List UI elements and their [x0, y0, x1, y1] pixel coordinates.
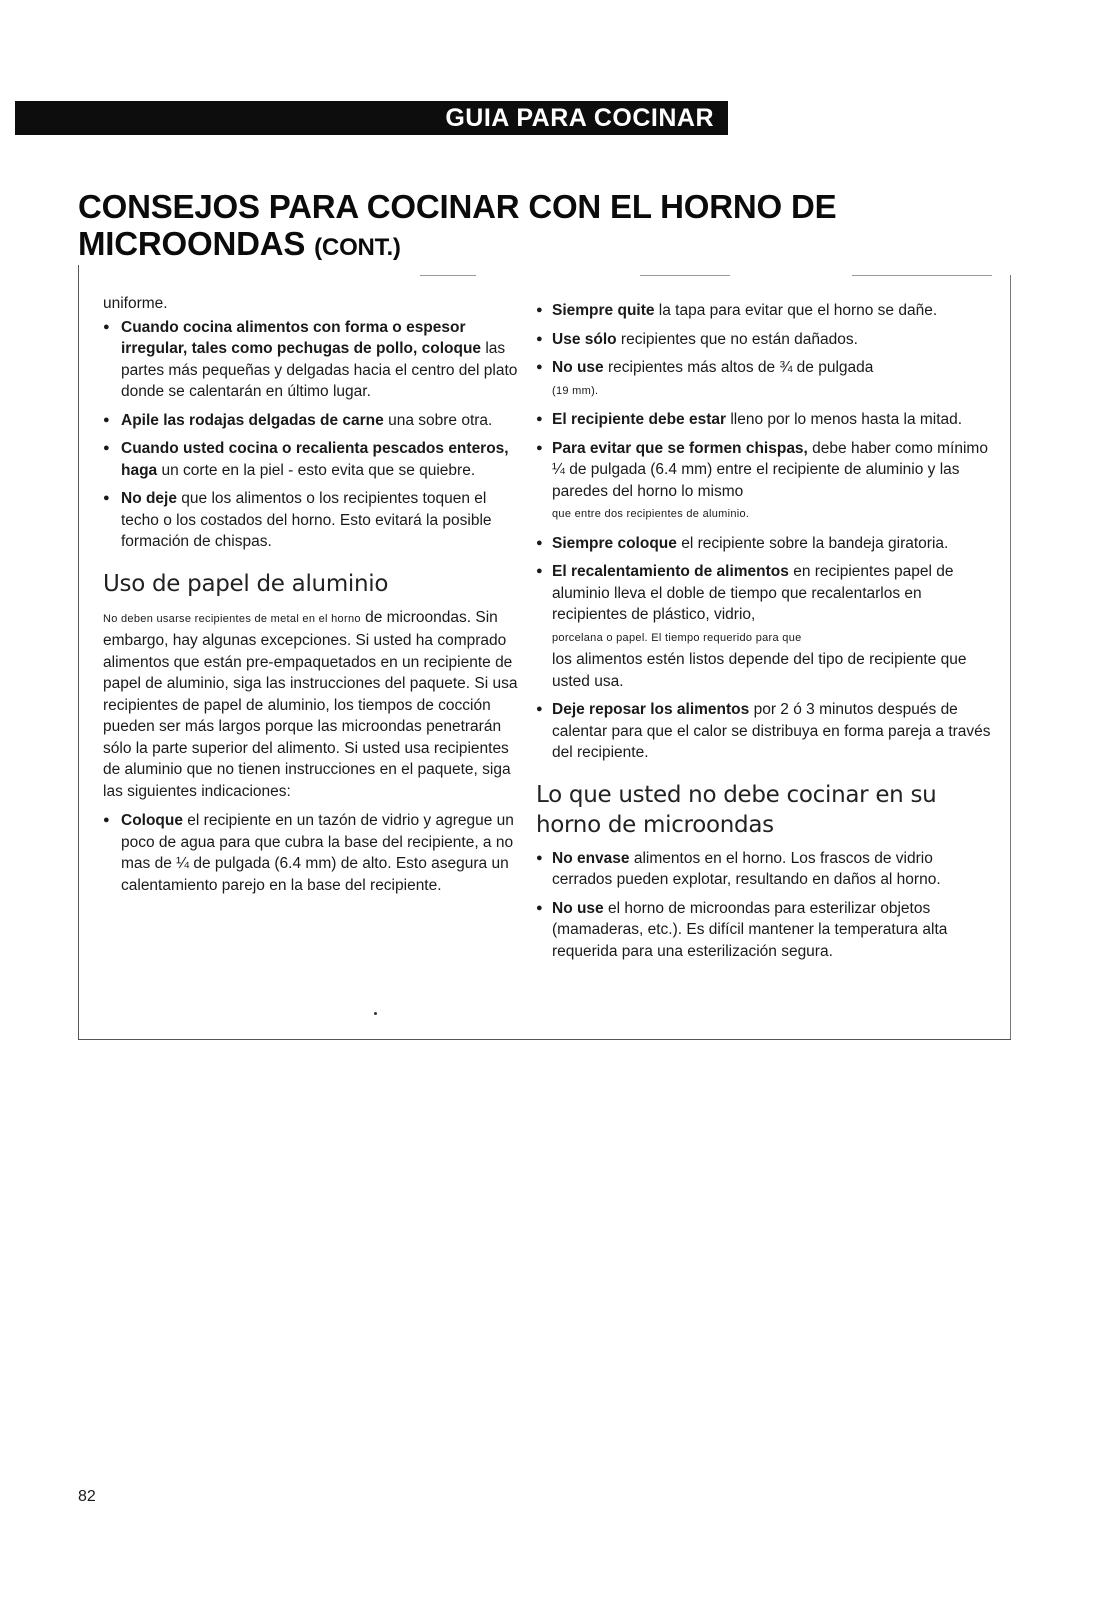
tip-text: el recipiente sobre la bandeja giratoria.: [676, 534, 949, 552]
tip-small-text: (19 mm).: [552, 384, 599, 397]
list-item: [536, 898, 991, 963]
aluminum-paragraph-small: No deben usarse recipientes de metal en el horno: [103, 612, 361, 625]
dont-cook-list: [536, 848, 991, 963]
tip-bold: No use: [552, 899, 604, 917]
aluminum-tips-list: [103, 810, 528, 896]
tip-bold: Cuando usted cocina o recalienta pescados enteros, haga: [121, 440, 509, 479]
scan-speck: [374, 1012, 377, 1015]
list-item: [103, 317, 528, 403]
list-item: [536, 300, 991, 322]
frame-top-dash: [640, 275, 730, 276]
dont-cook-heading: Lo que usted no debe cocinar en su horno de microondas: [536, 781, 937, 838]
tip-bold: No envase: [552, 849, 630, 867]
tip-text: que los alimentos o los recipientes toquen el techo o los costados del horno. Esto evitará la posible formación de chispas.: [121, 490, 492, 550]
tip-bold: Apile las rodajas delgadas de carne: [121, 411, 384, 429]
aluminum-paragraph-text: de microondas. Sin embargo, hay algunas excepciones. Si usted ha comprado alimentos que están pre-empaquetados en un recipiente de papel de aluminio, siga las instrucciones del paquete. Si usa recipientes de papel de aluminio, los tiempos de cocción pueden ser más largos porque las microondas penetrarán sólo la parte superior del alimento. Si usted usa recipientes de aluminio que no tienen instrucciones en el paquete, siga las siguientes indicaciones:: [103, 608, 518, 800]
frame-right-rule: [1010, 275, 1011, 1040]
tip-bold: El recipiente debe estar: [552, 411, 727, 428]
tip-text: en recipientes papel de aluminio lleva el doble de tiempo que recalentarlos en recipientes de plástico, vidrio,: [552, 563, 954, 623]
tip-text: debe haber como mínimo ¼ de pulgada (6.4 mm) entre el recipiente de aluminio y las paredes del horno lo mismo: [552, 439, 988, 500]
page-title-suffix: (CONT.): [314, 234, 401, 261]
tip-text: el horno de microondas para esterilizar objetos (mamaderas, etc.). Es difícil mantener la temperatura alta requerida para una esterilización segura.: [552, 899, 948, 960]
list-item: [536, 357, 991, 402]
list-item: [103, 810, 528, 896]
tip-bold: Para evitar que se formen chispas,: [552, 439, 808, 457]
tip-small-text: porcelana o papel. El tiempo requerido para que: [552, 631, 802, 644]
tip-text: alimentos en el horno. Los frascos de vidrio cerrados pueden explotar, resultando en daños al horno.: [552, 849, 941, 888]
page-title: [78, 188, 1038, 266]
frame-bottom-rule: [78, 1039, 1011, 1040]
tip-bold: Cuando cocina alimentos con forma o espesor irregular, tales como pechugas de pollo, coloque: [121, 318, 482, 357]
list-item: [536, 848, 991, 891]
aluminum-container-tips-list: [536, 300, 991, 764]
aluminum-heading: Uso de papel de aluminio: [103, 570, 389, 597]
tip-bold: Siempre coloque: [552, 534, 677, 552]
tip-text: recipientes que no están dañados.: [616, 330, 858, 348]
banner-edge-mark: [12, 101, 15, 135]
list-item: [536, 533, 991, 555]
tip-bold: Use sólo: [552, 330, 617, 348]
list-item: [103, 438, 528, 481]
tip-text: lleno por lo menos hasta la mitad.: [726, 411, 963, 428]
left-column: [103, 293, 528, 903]
tip-text: un corte en la piel - esto evita que se quiebre.: [157, 461, 476, 479]
section-banner: [12, 101, 728, 135]
list-item: [536, 409, 991, 431]
page-number: 82: [78, 1488, 96, 1505]
list-item: [103, 488, 528, 553]
tip-bold: No use: [552, 359, 604, 376]
list-item: [536, 438, 991, 526]
tip-bold: Deje reposar los alimentos: [552, 701, 750, 718]
tip-bold: Coloque: [121, 812, 183, 829]
banner-title: GUIA PARA COCINAR: [445, 104, 714, 132]
list-item: [536, 329, 991, 351]
list-item: [536, 561, 991, 692]
frame-left-rule: [78, 265, 79, 1040]
tip-bold: No deje: [121, 490, 177, 507]
tip-small-text: que entre dos recipientes de aluminio.: [552, 508, 750, 520]
cooking-tips-list: [103, 317, 528, 553]
tip-text-continued: los alimentos estén listos depende del tipo de recipiente que usted usa.: [552, 651, 967, 690]
page-title-main: CONSEJOS PARA COCINAR CON EL HORNO DE MICROONDAS: [78, 188, 837, 262]
frame-top-dash: [420, 275, 476, 276]
tip-bold: Siempre quite: [552, 302, 655, 319]
tip-text: las partes más pequeñas y delgadas hacia el centro del plato donde se calentarán en último lugar.: [121, 340, 518, 400]
list-item: [536, 699, 991, 764]
frame-top-dash: [852, 275, 992, 276]
tip-text: recipientes más altos de ¾ de pulgada: [603, 359, 874, 376]
tip-text: por 2 ó 3 minutos después de calentar para que el calor se distribuya en forma pareja a través del recipiente.: [552, 701, 991, 761]
aluminum-paragraph: [103, 607, 528, 803]
tip-text: la tapa para evitar que el horno se dañe.: [654, 302, 938, 319]
right-column: [536, 300, 991, 969]
list-item: [103, 410, 528, 432]
intro-text: uniforme.: [103, 295, 168, 312]
tip-text: el recipiente en un tazón de vidrio y agregue un poco de agua para que cubra la base del recipiente, a no mas de ¼ de pulgada (6.4 mm) de alto. Esto asegura un calentamiento parejo en la base del recipiente.: [121, 812, 514, 894]
tip-bold: El recalentamiento de alimentos: [552, 563, 789, 580]
tip-text: una sobre otra.: [383, 411, 493, 429]
